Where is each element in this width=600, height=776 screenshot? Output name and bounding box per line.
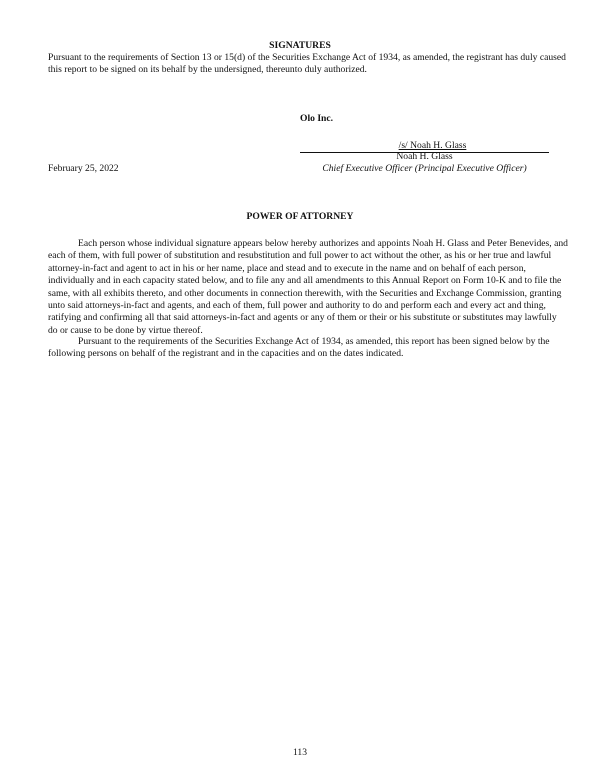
signer-title: Chief Executive Officer (Principal Executive Officer): [322, 163, 527, 174]
signed-below-paragraph: Pursuant to the requirements of the Securities Exchange Act of 1934, as amended, this report has been signed below by the following persons on behalf of the registrant and in the capacities and on the dates indicated.: [48, 336, 550, 360]
company-name: Olo Inc.: [300, 113, 334, 124]
signer-name: Noah H. Glass: [396, 151, 453, 162]
signature-date: February 25, 2022: [48, 163, 119, 174]
signatures-heading: SIGNATURES: [269, 40, 331, 51]
page-number: 113: [292, 747, 308, 758]
signatures-paragraph: Pursuant to the requirements of Section 13 or 15(d) of the Securities Exchange Act of 1934, as amended, the registrant has duly caused this report to be signed on its behalf by the undersigned, thereunto duly authorized.: [48, 52, 566, 76]
signature-text: /s/ Noah H. Glass: [398, 140, 467, 151]
power-of-attorney-paragraph: Each person whose individual signature appears below hereby authorizes and appoints Noah H. Glass and Peter Benevides, and each of them, with full power of substitution and resubstitution and full power to act without the other, as his or her true and lawful attorney-in-fact and agent to act in his or her name, place and stead and to execute in the name and on behalf of each person, individually and in each capacity stated below, and to file any and all amendments to this Annual Report on Form 10-K and to file the same, with all exhibits thereto, and other documents in connection therewith, with the Securities and Exchange Commission, granting unto said attorneys-in-fact and agents, and each of them, full power and authority to do and perform each and every act and thing, ratifying and confirming all that said attorneys-in-fact and agents or any of them or their or his substitute or substitutes may lawfully do or cause to be done by virtue thereof.: [48, 238, 568, 336]
power-of-attorney-heading: POWER OF ATTORNEY: [246, 211, 354, 222]
